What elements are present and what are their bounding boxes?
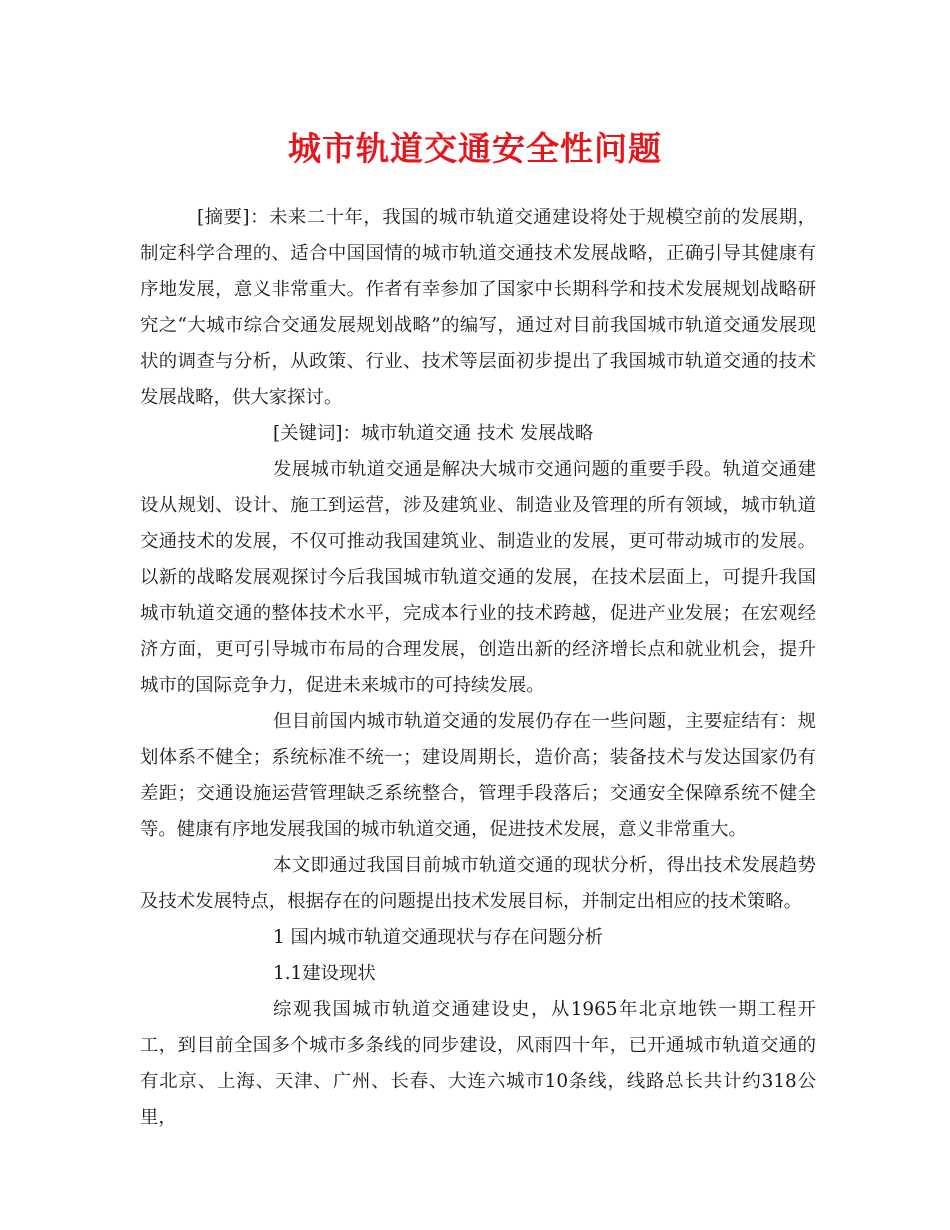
document-title: 城市轨道交通安全性问题 [288, 129, 662, 168]
body-paragraph: 综观我国城市轨道交通建设史，从1965年北京地铁一期工程开工，到目前全国多个城市多条线的同步建设，风雨四十年，已开通城市轨道交通的有北京、上海、天津、广州、长春、大连六城市10条线，线路总长共计约318公里， [140, 999, 816, 1128]
body-paragraph: 本文即通过我国目前城市轨道交通的现状分析，得出技术发展趋势及技术发展特点，根据存在的问题提出技术发展目标，并制定出相应的技术策略。 [140, 855, 816, 912]
abstract-paragraph: [摘要]：未来二十年，我国的城市轨道交通建设将处于规模空前的发展期，制定科学合理的、适合中国国情的城市轨道交通技术发展战略，正确引导其健康有序地发展，意义非常重大。作者有幸参加了国家中长期科学和技术发展规划战略研究之“大城市综合交通发展规划战略”的编写，通过对目前我国城市轨道交通发展现状的调查与分析，从政策、行业、技术等层面初步提出了我国城市轨道交通的技术发展战略，供大家探讨。 [140, 207, 816, 408]
body-paragraph: 发展城市轨道交通是解决大城市交通问题的重要手段。轨道交通建设从规划、设计、施工到运营，涉及建筑业、制造业及管理的所有领域，城市轨道交通技术的发展，不仅可推动我国建筑业、制造业的发展，更可带动城市的发展。以新的战略发展观探讨今后我国城市轨道交通的发展，在技术层面上，可提升我国城市轨道交通的整体技术水平，完成本行业的技术跨越，促进产业发展；在宏观经济方面，更可引导城市布局的合理发展，创造出新的经济增长点和就业机会，提升城市的国际竞争力，促进未来城市的可持续发展。 [140, 459, 816, 696]
keywords-paragraph: [关键词]：城市轨道交通 技术 发展战略 [273, 423, 594, 444]
document-body [140, 200, 816, 1136]
section-heading: 1 国内城市轨道交通现状与存在问题分析 [273, 927, 604, 948]
subsection-heading: 1.1建设现状 [273, 963, 376, 984]
body-paragraph: 但目前国内城市轨道交通的发展仍存在一些问题，主要症结有：规划体系不健全；系统标准不统一；建设周期长，造价高；装备技术与发达国家仍有差距；交通设施运营管理缺乏系统整合，管理手段落后；交通安全保障系统不健全等。健康有序地发展我国的城市轨道交通，促进技术发展，意义非常重大。 [140, 711, 816, 840]
